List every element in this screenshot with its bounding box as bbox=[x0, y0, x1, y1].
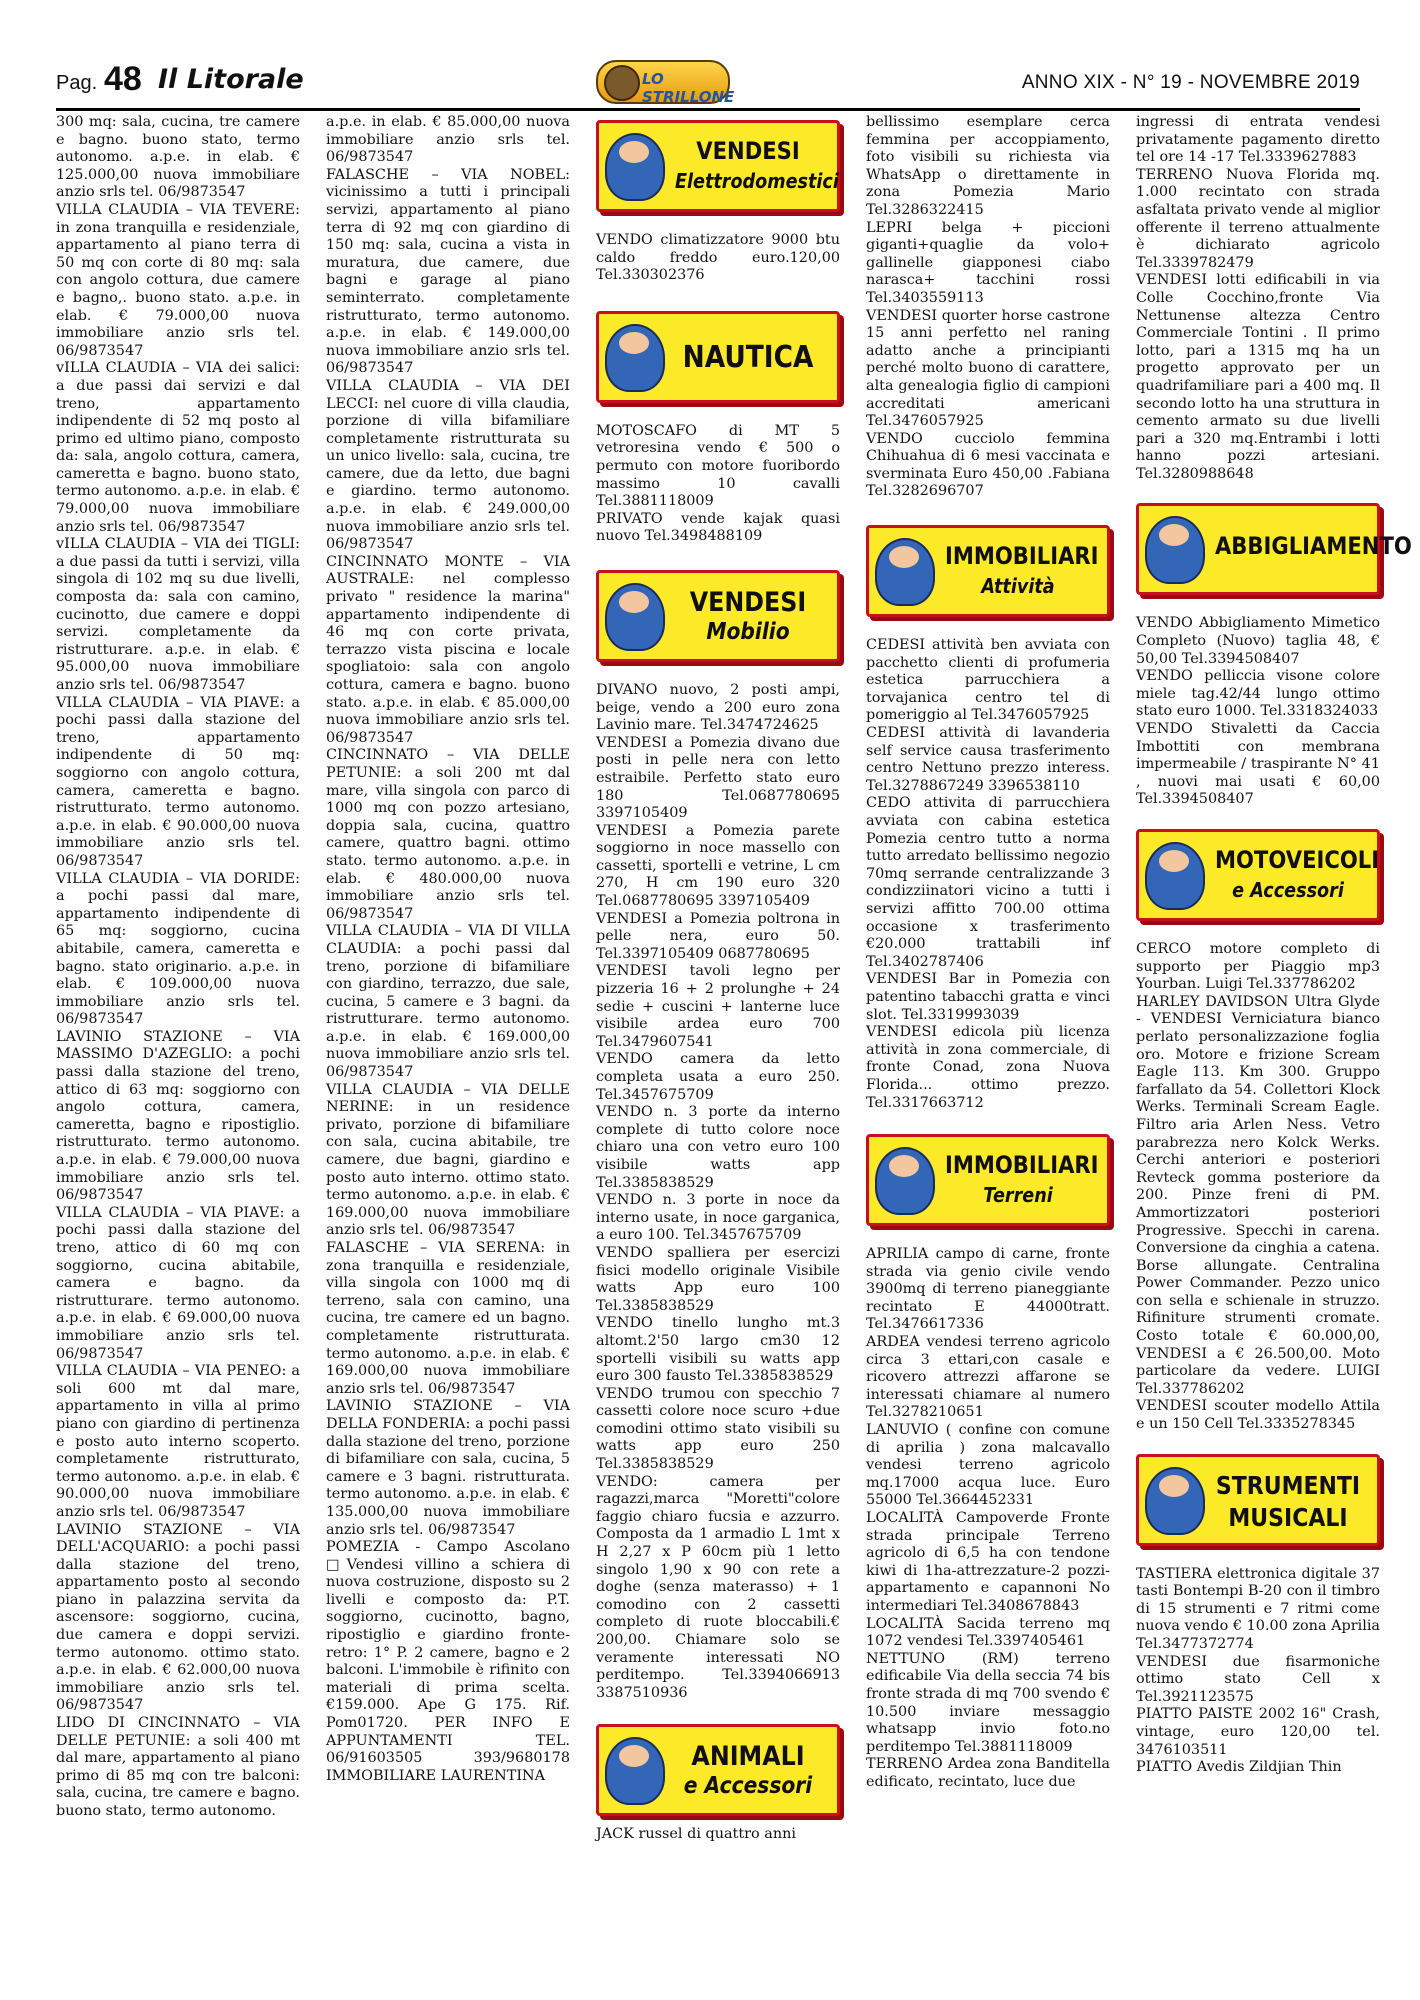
page-number: 48 bbox=[104, 60, 142, 98]
mascot-icon bbox=[1145, 1467, 1205, 1535]
banner-title: STRUMENTI bbox=[1215, 1470, 1361, 1500]
section-banner-attivita bbox=[866, 525, 1110, 617]
classified-ad: CEDESI attività ben avviata con pacchetto clienti di profumeria estetica parrucchiera a torvajanica centro tel di pomeriggio al Tel.3476057925 bbox=[866, 637, 1110, 724]
classified-ad: LAVINIO STAZIONE – VIA DELL'ACQUARIO: a pochi passi dalla stazione del treno, appartamento posto al secondo piano in palazzina servita da ascensore: soggiorno, cucina, due camera e doppi servizi. termo autonomo. ottimo stato. a.p.e. in elab. € 62.000,00 nuova immobiliare anzio srls tel. 06/9873547 bbox=[56, 1521, 300, 1714]
page-label: Pag. bbox=[56, 72, 98, 94]
classified-ad: JACK russel di quattro anni bbox=[596, 1826, 796, 1843]
column-2 bbox=[326, 114, 570, 1970]
classified-ad: vILLA CLAUDIA – VIA dei TIGLI: a due passi da tutti i servizi, villa singola di 102 mq su due livelli, composta da: sala con camino, cucinotto, due camere e doppi servizi. completamente da ristrutturare. a.p.e. in elab. € 95.000,00 nuova immobiliare anzio srls tel. 06/9873547 bbox=[56, 536, 300, 693]
section-banner-animali bbox=[596, 1724, 840, 1816]
classified-ad: VENDO n. 3 porte da interno complete di tutto colore noce chiaro una con vetro euro 100 visibile watts app Tel.3385838529 bbox=[596, 1104, 840, 1191]
classified-ad: DIVANO nuovo, 2 posti ampi, beige, vendo a 200 euro zona Lavinio mare. Tel.3474724625 bbox=[596, 681, 840, 734]
mascot-icon bbox=[605, 583, 665, 651]
column-1 bbox=[56, 114, 300, 1970]
classified-ad: VENDO spalliera per esercizi fisici modello originale Visibile watts App euro 100 Tel.3385838529 bbox=[596, 1244, 840, 1314]
classified-ad: TERRENO Nuova Florida mq. 1.000 recintato con strada asfaltata privato vende al miglior offerente il terreno attualmente è dichiarato agricolo Tel.3339782479 bbox=[1136, 166, 1380, 271]
classified-ad: PIATTO PAISTE 2002 16" Crash, vintage, euro 120,00 tel. 3476103511 bbox=[1136, 1706, 1380, 1758]
section-banner-nautica bbox=[596, 311, 840, 403]
classified-ad: LOCALITÀ Campoverde Fronte strada principale Terreno agricolo di 6,5 ha con tendone kiwi di 1ha-attrezzature-2 pozzi-appartamento e capannoni No intermediari Tel.3408678843 bbox=[866, 1510, 1110, 1614]
column-3 bbox=[596, 114, 840, 1970]
header-rule bbox=[56, 108, 1360, 111]
classified-ad: LAVINIO STAZIONE – VIA DELLA FONDERIA: a pochi passi dalla stazione del treno, porzione di bifamiliare con sala, cucina, 5 camere e 3 bagni. ristrutturata. termo autonomo. a.p.e. in elab. € 135.000,00 nuova immobiliare anzio srls tel. 06/9873547 bbox=[326, 1398, 570, 1538]
mascot-icon bbox=[605, 1737, 665, 1805]
banner-title: ANIMALI bbox=[691, 1741, 805, 1773]
section-banner-terreni bbox=[866, 1134, 1110, 1226]
classified-ad: CEDO attivita di parrucchiera avviata con cabina estetica Pomezia centro tutto a norma tutto arredato bellissimo negozio 70mq serrande centralizzande 3 condizziinatori vicino a tutti i servizi affitto 700.00 ottima occasione x trasferimento €20.000 trattabili inf Tel.3402787406 bbox=[866, 795, 1110, 970]
section-banner-motoveicoli bbox=[1136, 829, 1380, 921]
classified-ad: VENDESI lotti edificabili in via Colle Cocchino,fronte Via Nettunense altezza Centro Commerciale Tontini . Il primo lotto, pari a 1315 mq ha un progetto approvato per un quadrifamiliare pari a 400 mq. Il secondo lotto ha una struttura in cemento armato su due livelli pari a 320 mq.Entrambi i lotti hanno pozzi artesiani. Tel.3280988648 bbox=[1136, 272, 1380, 482]
banner-subtitle: Mobilio bbox=[706, 618, 790, 645]
classified-ad: VENDESI Bar in Pomezia con patentino tabacchi gratta e vinci slot. Tel.3319993039 bbox=[866, 971, 1110, 1023]
lo-strillone-logo bbox=[596, 60, 735, 106]
mascot-icon bbox=[604, 65, 640, 101]
banner-subtitle: MUSICALI bbox=[1228, 1502, 1348, 1532]
classified-ad: VENDO tinello lungho mt.3 altomt.2'50 largo cm30 12 sportelli visibili su watts app euro 300 fausto Tel.3385838529 bbox=[596, 1315, 840, 1385]
classified-ad: VENDO n. 3 porte in noce da interno usate, in noce garganica, a euro 100. Tel.3457675709 bbox=[596, 1192, 840, 1244]
classified-ad: CINCINNATO MONTE – VIA AUSTRALE: nel complesso privato " residence la marina" appartamento indipendente di 46 mq con corte privata, terrazzo vista piscina e locale spogliatoio: sala con angolo cottura, camera e bagno. buono stato. a.p.e. in elab. € 85.000,00 nuova immobiliare anzio srls tel. 06/9873547 bbox=[326, 553, 570, 746]
page-header bbox=[56, 60, 1360, 106]
classified-ad: ingressi di entrata vendesi privatamente pagamento diretto tel ore 14 -17 Tel.3339627883 bbox=[1136, 114, 1380, 166]
classified-ad: LEPRI belga + piccioni giganti+quaglie da volo+ gallinelle giapponesi ciabo narasca+ tacchini rossi Tel.3403559113 bbox=[866, 219, 1110, 306]
banner-title: MOTOVEICOLI bbox=[1214, 846, 1380, 874]
classified-ad: APRILIA campo di carne, fronte strada via genio civile vendo 3900mq di terreno pianeggiante recintato E 44000tratt. Tel.3476617336 bbox=[866, 1246, 1110, 1333]
classified-ad: VENDESI quorter horse castrone 15 anni perfetto nel raning adatto anche a principianti perché molto buono di carattere, alta genealogia figlio di campioni accreditati americani Tel.3476057925 bbox=[866, 307, 1110, 430]
classified-ad: VENDESI a Pomezia divano due posti in pelle nera con letto estraibile. Perfetto stato euro 180 Tel.0687780695 3397105409 bbox=[596, 734, 840, 822]
classified-ad: FALASCHE – VIA NOBEL: vicinissimo a tutti i principali servizi, appartamento al piano terra di 92 mq con giardino di 150 mq: sala, cucina a vista in muratura, due camere, due bagni e garage al piano seminterrato. completamente ristrutturato, termo autonomo. a.p.e. in elab. € 149.000,00 nuova immobiliare anzio srls tel. 06/9873547 bbox=[326, 166, 570, 377]
classified-ad: VENDO Abbigliamento Mimetico Completo (Nuovo) taglia 48, € 50,00 Tel.3394508407 bbox=[1136, 615, 1380, 667]
classified-ad: VENDO: camera per ragazzi,marca "Moretti"colore faggio chiaro fucsia e azzurro. Composta da 1 armadio L 1mt x H 2,27 x P 60cm più 1 letto singolo 1,90 x 90 con rete a doghe (senza materasso) + 1 comodino con 2 cassetti completo di ruote bloccabili.€ 200,00. Chiamare solo se veramente interessati NO perditempo. Tel.3394066913 3387510936 bbox=[596, 1473, 840, 1701]
classified-ad: VILLA CLAUDIA – VIA DORIDE: a pochi passi dal mare, appartamento indipendente di 65 mq: soggiorno, cucina abitabile, camera, cameretta e bagno. stato originario. a.p.e. in elab. € 109.000,00 nuova immobiliare anzio srls tel. 06/9873547 bbox=[56, 870, 300, 1028]
classified-ad: VENDESI tavoli legno per pizzeria 16 + 2 prolunghe + 24 sedie + cuscini + lanterne luce visibile ardea euro 700 Tel.3479607541 bbox=[596, 963, 840, 1050]
column-5 bbox=[1136, 114, 1412, 1970]
mascot-icon bbox=[875, 538, 935, 606]
classified-ad: CERCO motore completo di supporto per Piaggio mp3 Yourban. Luigi Tel.337786202 bbox=[1136, 941, 1380, 993]
classified-ad: VENDO climatizzatore 9000 btu caldo freddo euro.120,00 Tel.330302376 bbox=[596, 232, 840, 284]
mascot-icon bbox=[605, 324, 665, 392]
classified-ad: CINCINNATO – VIA DELLE PETUNIE: a soli 200 mt dal mare, villa singola con parco di 1000 mq con pozzo artesiano, doppia sala, cucina, quattro camere, quattro bagni. ottimo stato. termo autonomo. a.p.e. in elab. € 480.000,00 nuova immobiliare anzio srls tel. 06/9873547 bbox=[326, 747, 570, 922]
section-banner-strumenti bbox=[1136, 1454, 1380, 1546]
classified-ad: HARLEY DAVIDSON Ultra Glyde - VENDESI Verniciatura bianco perlato personalizzazione foglia oro. Motore e frizione Scream Eagle 113. Km 300. Gruppo farfallato da 54. Collettori Klock Werks. Terminali Scream Eagle. Filtro aria Arlen Ness. Vetro parabrezza nero Kolck Werks. Cerchi anteriori e posteriori Revteck gomma posteriore da 200. Pinze freni di PM. Ammortizzatori posteriori Progressive. Specchi in carena. Conversione da cinghia a catena. Borse allungate. Centralina Power Commander. Pezzo unico con sella e schienale in struzzo. Rifiniture strumenti cromate. Costo totale € 60.000,00, VENDESI a € 26.500,00. Moto particolare da vedere. LUIGI Tel.337786202 bbox=[1136, 993, 1380, 1397]
classified-ad: VENDO camera da letto completa usata a euro 250. Tel.3457675709 bbox=[596, 1051, 840, 1103]
mascot-icon bbox=[1145, 842, 1205, 910]
classified-ad: VENDESI edicola più licenza attività in zona commerciale, di fronte Conad, zona Nuova Florida... ottimo prezzo. Tel.3317663712 bbox=[866, 1024, 1110, 1111]
edition-info: ANNO XIX - N° 19 - NOVEMBRE 2019 bbox=[1021, 72, 1360, 93]
classified-ad: VILLA CLAUDIA – VIA DEI LECCI: nel cuore di villa claudia, porzione di villa bifamiliare completamente ristrutturata su un unico livello: sala, cucina, tre camere, due da letto, due bagni e giardino. termo autonomo. a.p.e. in elab. € 249.000,00 nuova immobiliare anzio srls tel. 06/9873547 bbox=[326, 377, 570, 553]
section-banner-abbigliamento bbox=[1136, 503, 1412, 595]
classified-ad: TERRENO Ardea zona Banditella edificato, recintato, luce due bbox=[866, 1756, 1110, 1790]
classified-ad: PIATTO Avedis Zildjian Thin bbox=[1136, 1759, 1342, 1776]
mascot-icon bbox=[875, 1147, 935, 1215]
banner-subtitle: Attività bbox=[981, 574, 1055, 599]
classified-ad: FALASCHE – VIA SERENA: in zona tranquilla e residenziale, villa singola con 1000 mq di terreno, sala con camino, una cucina, tre camere ed un bagno. completamente ristrutturata. termo autonomo. a.p.e. in elab. € 169.000,00 nuova immobiliare anzio srls tel. 06/9873547 bbox=[326, 1240, 570, 1397]
section-banner-elettrodomestici bbox=[596, 120, 840, 212]
classified-ad: bellissimo esemplare cerca femmina per accoppiamento, foto visibili su richiesta via WhatsApp o direttamente in zona Pomezia Mario Tel.3286322415 bbox=[866, 114, 1110, 218]
classified-ad: TASTIERA elettronica digitale 37 tasti Bontempi B-20 con il timbro di 15 strumenti e 7 ritmi come nuova vendo € 10.00 zona Aprilia Tel.3477372774 bbox=[1136, 1565, 1380, 1652]
logo-text: LO STRILLONE bbox=[642, 70, 735, 106]
banner-subtitle: Terreni bbox=[983, 1183, 1053, 1208]
section-banner-mobilio bbox=[596, 570, 840, 662]
classified-ad: VILLA CLAUDIA – VIA DI VILLA CLAUDIA: a pochi passi dal treno, porzione di bifamiliare con giardino, terrazzo, due sale, cucina, 5 camere e 3 bagni. da ristrutturare. termo autonomo. a.p.e. in elab. € 169.000,00 nuova immobiliare anzio srls tel. 06/9873547 bbox=[326, 923, 570, 1081]
classified-ad: VENDESI due fisarmoniche ottimo stato Cell x Tel.3921123575 bbox=[1136, 1653, 1380, 1705]
classified-ad: PRIVATO vende kajak quasi nuovo Tel.3498488109 bbox=[596, 510, 840, 545]
classified-ad: VENDESI scouter modello Attila e un 150 Cell Tel.3335278345 bbox=[1136, 1398, 1380, 1433]
classified-ad: NETTUNO (RM) terreno edificabile Via della seccia 74 bis fronte strada di mq 700 svendo € 10.500 inviare messaggio whatsapp invio foto.no perditempo Tel.3881118009 bbox=[866, 1650, 1110, 1755]
classified-ad: VILLA CLAUDIA – VIA DELLE NERINE: in un residence privato, porzione di bifamiliare con sala, cucina abitabile, tre camere, due bagni, giardino e posto auto interno. ottimo stato. termo autonomo. a.p.e. in elab. € 169.000,00 nuova immobiliare anzio srls tel. 06/9873547 bbox=[326, 1081, 570, 1239]
publication-title: Il Litorale bbox=[158, 64, 304, 95]
classified-ad: VENDO Stivaletti da Caccia Imbottiti con membrana impermeabile / traspirante N° 41 , nuovi mai usati € 60,00 Tel.3394508407 bbox=[1136, 721, 1380, 808]
banner-subtitle: Elettrodomestici bbox=[674, 169, 839, 193]
classified-ad: VENDO pelliccia visone colore miele tag.42/44 lungo ottimo stato euro 1000. Tel.3318324033 bbox=[1136, 668, 1380, 720]
mascot-icon bbox=[1145, 516, 1205, 584]
classified-ad: VILLA CLAUDIA – VIA TEVERE: in zona tranquilla e residenziale, appartamento al piano terra di 50 mq con corte di 80 mq: sala con angolo cottura, due camere e bagno,. buono stato. a.p.e. in elab. € 79.000,00 nuova immobiliare anzio srls tel. 06/9873547 bbox=[56, 201, 300, 359]
banner-subtitle: e Accessori bbox=[683, 1773, 813, 1800]
banner-title: ABBIGLIAMENTO bbox=[1214, 532, 1412, 561]
banner-subtitle: e Accessori bbox=[1232, 878, 1344, 902]
classified-ad: a.p.e. in elab. € 85.000,00 nuova immobiliare anzio srls tel. 06/9873547 bbox=[326, 114, 570, 166]
column-4 bbox=[866, 114, 1110, 1970]
banner-title: NAUTICA bbox=[682, 339, 814, 375]
classified-ad: POMEZIA - Campo Ascolano □Vendesi villino a schiera di nuova costruzione, disposto su 2 livelli e composto da: P.T. soggiorno, cucinotto, bagno, ripostiglio e giardino fronte-retro: 1° P. 2 camere, bagno e 2 balconi. L'immobile è rifinito con materiali di prima scelta. €159.000. Ape G 175. Rif. Pom01720. PER INFO E APPUNTAMENTI TEL. 06/91603505 393/9680178 IMMOBILIARE LAURENTINA bbox=[326, 1539, 570, 1784]
classified-ad: VENDESI a Pomezia poltrona in pelle nera, euro 50. Tel.3397105409 0687780695 bbox=[596, 910, 840, 962]
classified-ad: VENDESI a Pomezia parete soggiorno in noce massello con cassetti, sportelli e vetrine, L cm 270, H cm 190 euro 320 Tel.0687780695 3397105409 bbox=[596, 822, 840, 910]
classified-ad: LOCALITÀ Sacida terreno mq 1072 vendesi Tel.3397405461 bbox=[866, 1615, 1110, 1650]
classified-ad: VENDO cucciolo femmina Chihuahua di 6 mesi vaccinata e sverminata Euro 450,00 .Fabiana Tel.3282696707 bbox=[866, 430, 1110, 500]
classified-ad: VENDO trumou con specchio 7 cassetti colore noce scuro +due comodini ottimo stato visibili su watts app euro 250 Tel.3385838529 bbox=[596, 1385, 840, 1473]
classified-ad: MOTOSCAFO di MT 5 vetroresina vendo € 500 o permuto con motore fuoribordo massimo 10 cavalli Tel.3881118009 bbox=[596, 422, 840, 510]
classified-ad: VILLA CLAUDIA – VIA PENEO: a soli 600 mt dal mare, appartamento in villa al primo piano con giardino di pertinenza e posto auto interno scoperto. completamente ristrutturato, termo autonomo. a.p.e. in elab. € 90.000,00 nuova immobiliare anzio srls tel. 06/9873547 bbox=[56, 1363, 300, 1520]
banner-title: IMMOBILIARI bbox=[944, 1151, 1099, 1180]
banner-title: VENDESI bbox=[696, 137, 800, 165]
mascot-icon bbox=[605, 133, 665, 201]
classified-ad: CEDESI attività di lavanderia self service causa trasferimento centro Nettuno prezzo interess. Tel.3278867249 3396538110 bbox=[866, 725, 1110, 794]
banner-title: VENDESI bbox=[689, 586, 807, 618]
classified-ad: LANUVIO ( confine con comune di aprilia ) zona malcavallo vendesi terreno agricolo mq.17000 acqua luce. Euro 55000 Tel.3664452331 bbox=[866, 1422, 1110, 1509]
classified-ad: VILLA CLAUDIA – VIA PIAVE: a pochi passi dalla stazione del treno, attico di 60 mq con soggiorno, cucina abitabile, camera e bagno. da ristrutturare. termo autonomo. a.p.e. in elab. € 69.000,00 nuova immobiliare anzio srls tel. 06/9873547 bbox=[56, 1204, 300, 1362]
classified-ad: LIDO DI CINCINNATO – VIA DELLE PETUNIE: a soli 400 mt dal mare, appartamento al piano primo di 85 mq con tre balconi: sala, cucina, tre camere e bagno. buono stato, termo autonomo. bbox=[56, 1715, 300, 1819]
classified-ad: LAVINIO STAZIONE – VIA MASSIMO D'AZEGLIO: a pochi passi dalla stazione del treno, attico di 63 mq: soggiorno con angolo cottura, camera, cameretta, bagno e ripostiglio. ristrutturato. termo autonomo. a.p.e. in elab. € 79.000,00 nuova immobiliare anzio srls tel. 06/9873547 bbox=[56, 1028, 300, 1204]
classified-ad: 300 mq: sala, cucina, tre camere e bagno. buono stato, termo autonomo. a.p.e. in elab. € 125.000,00 nuova immobiliare anzio srls tel. 06/9873547 bbox=[56, 114, 300, 201]
classified-ad: vILLA CLAUDIA – VIA dei salici: a due passi dai servizi e dal treno, appartamento indipendente di 52 mq posto al primo ed ultimo piano, composto da: sala, angolo cottura, camera, cameretta e bagno. buono stato, termo autonomo. a.p.e. in elab. € 79.000,00 nuova immobiliare anzio srls tel. 06/9873547 bbox=[56, 360, 300, 535]
banner-title: IMMOBILIARI bbox=[944, 542, 1099, 571]
classified-ad: ARDEA vendesi terreno agricolo circa 3 ettari,con casale e ricovero attrezzi affarone se interessati chiamare al numero Tel.3278210651 bbox=[866, 1334, 1110, 1421]
classified-ad: VILLA CLAUDIA – VIA PIAVE: a pochi passi dalla stazione del treno, appartamento indipendente di 50 mq: soggiorno con angolo cottura, camera, cameretta e bagno. ristrutturato. termo autonomo. a.p.e. in elab. € 90.000,00 nuova immobiliare anzio srls tel. 06/9873547 bbox=[56, 694, 300, 869]
